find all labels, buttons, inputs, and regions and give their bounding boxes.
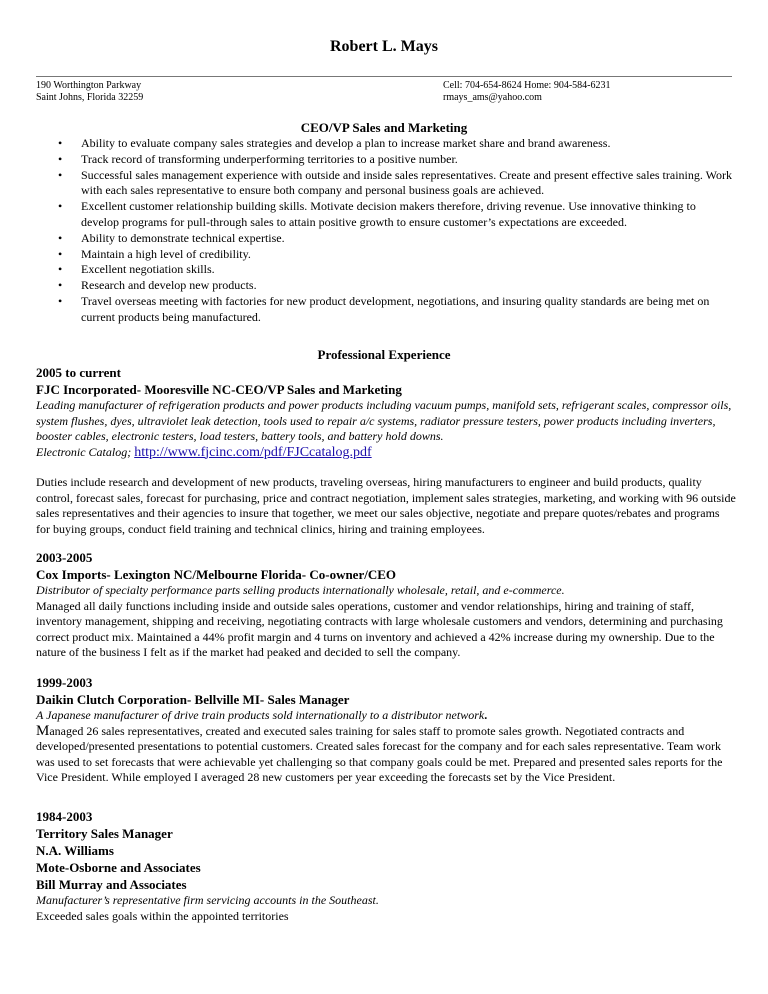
address-block — [36, 80, 143, 104]
summary-bullet: • Excellent negotiation skills. — [36, 262, 736, 278]
summary-bullet: • Excellent customer relationship building skills. Motivate decision makers therefore, driving revenue. Use innovative thinking to develop programs for pull-through sales to attain positive growth to ensure customer’s expectations are exceeded. — [36, 199, 736, 231]
job-fjc — [36, 364, 736, 537]
header-divider — [36, 76, 732, 77]
catalog-link[interactable]: http://www.fjcinc.com/pdf/FJCcatalog.pdf — [134, 444, 372, 460]
job-dates: 1984-2003 — [36, 809, 93, 824]
job-description: A Japanese manufacturer of drive train products sold internationally to a distributor network — [36, 708, 485, 722]
catalog-label: Electronic Catalog; — [36, 444, 132, 459]
job-company: Cox Imports- Lexington NC/Melbourne Florida- Co-owner/CEO — [36, 567, 397, 582]
job-daikin — [36, 674, 736, 786]
summary-bullet-list — [36, 136, 736, 326]
summary-bullet: • Track record of transforming underperforming territories to a positive number. — [36, 152, 736, 168]
job-rep-firms — [36, 808, 736, 924]
experience-heading: Professional Experience — [317, 347, 451, 362]
job-duties: Managed all daily functions including inside and outside sales operations, customer and vendor relationships, hiring and training of staff, inventory management, shipping and receiving, negotiating contracts with large wholesale customers and vendors, determining and purchasing correct product mix. Maintained a 44% profit margin and 4 turns on inventory and achieved a 42% increase during my ownership. Due to the nature of the business I felt as if the market had peaked and decided to sell the company. — [36, 598, 723, 659]
job-company: Bill Murray and Associates — [36, 877, 187, 892]
email-address: rmays_ams@yahoo.com — [443, 92, 542, 103]
job-description-line — [36, 708, 736, 724]
job-dates: 2005 to current — [36, 365, 121, 380]
job-title: Territory Sales Manager — [36, 826, 173, 841]
job-company: Daikin Clutch Corporation- Bellville MI- Sales Manager — [36, 692, 350, 707]
candidate-name: Robert L. Mays — [330, 38, 438, 55]
summary-heading: CEO/VP Sales and Marketing — [300, 120, 468, 135]
job-description-period: . — [484, 708, 488, 722]
phone-numbers: Cell: 704-654-8624 Home: 904-584-6231 — [443, 80, 611, 91]
job-description: Manufacturer’s representative firm servicing accounts in the Southeast. — [36, 893, 379, 907]
job-dates: 1999-2003 — [36, 675, 93, 690]
summary-bullet: • Maintain a high level of credibility. — [36, 247, 736, 263]
summary-bullet: • Ability to evaluate company sales strategies and develop a plan to increase market share and brand awareness. — [36, 136, 736, 152]
job-duties: Exceeded sales goals within the appointed territories — [36, 908, 289, 923]
job-company: Mote-Osborne and Associates — [36, 860, 201, 875]
job-company: FJC Incorporated- Mooresville NC-CEO/VP Sales and Marketing — [36, 382, 402, 397]
job-description: Leading manufacturer of refrigeration products and power products including vacuum pumps, manifold sets, refrigerant scales, compressor oils, system flushes, dyes, ultraviolet leak detection, tools used to repair a/c systems, radiator pressure testers, power products including inverters, booster cables, electronic testers, load testers, battery tools, and battery hold downs. — [36, 398, 732, 443]
job-dates: 2003-2005 — [36, 550, 93, 565]
job-company: N.A. Williams — [36, 843, 114, 858]
summary-bullet: • Travel overseas meeting with factories for new product development, negotiations, and insuring quality standards are being met on current products being manufactured. — [36, 294, 736, 326]
summary-bullet: • Ability to demonstrate technical expertise. — [36, 231, 736, 247]
address-line-1: 190 Worthington Parkway — [36, 80, 142, 91]
address-line-2: Saint Johns, Florida 32259 — [36, 92, 144, 103]
contact-block — [443, 80, 610, 104]
job-cox-imports — [36, 549, 736, 661]
duties-drop-letter: M — [36, 722, 50, 739]
catalog-line — [36, 445, 736, 461]
job-duties: Duties include research and development of new products, traveling overseas, hiring manufacturers to engineer and build products, quality control, forecast sales, forecast for purchasing, price and contract negotiation, implement sales strategies, marketing, and working with 96 outside sales representatives and their agencies to insure that together, we meet our sales objective, negotiate and prepare quotes/rebates and programs for buying groups, conduct field training and technical clinics, hiring and training employees. — [36, 475, 736, 536]
summary-bullet: • Research and develop new products. — [36, 278, 736, 294]
summary-bullet: • Successful sales management experience with outside and inside sales representatives. Create and present effective sales training. Work with each sales representative to ensure both company and personal business goals are achieved. — [36, 168, 736, 200]
job-description: Distributor of specialty performance parts selling products internationally wholesale, retail, and e-commerce. — [36, 583, 565, 597]
job-duties — [36, 724, 736, 786]
duties-text: anaged 26 sales representatives, created and executed sales training for sales staff to promote sales growth. Negotiated contracts and developed/presented presentations to potential customers. Created sales forecast for the company and for each sales representative. Team work was used to set forecasts that were achievable yet challenging so that company goals could be met. Prepared and presented sales reports for the Vice President. While employed I averaged 28 new customers per year exceeding the forecasts set by the Vice President. — [36, 723, 723, 784]
